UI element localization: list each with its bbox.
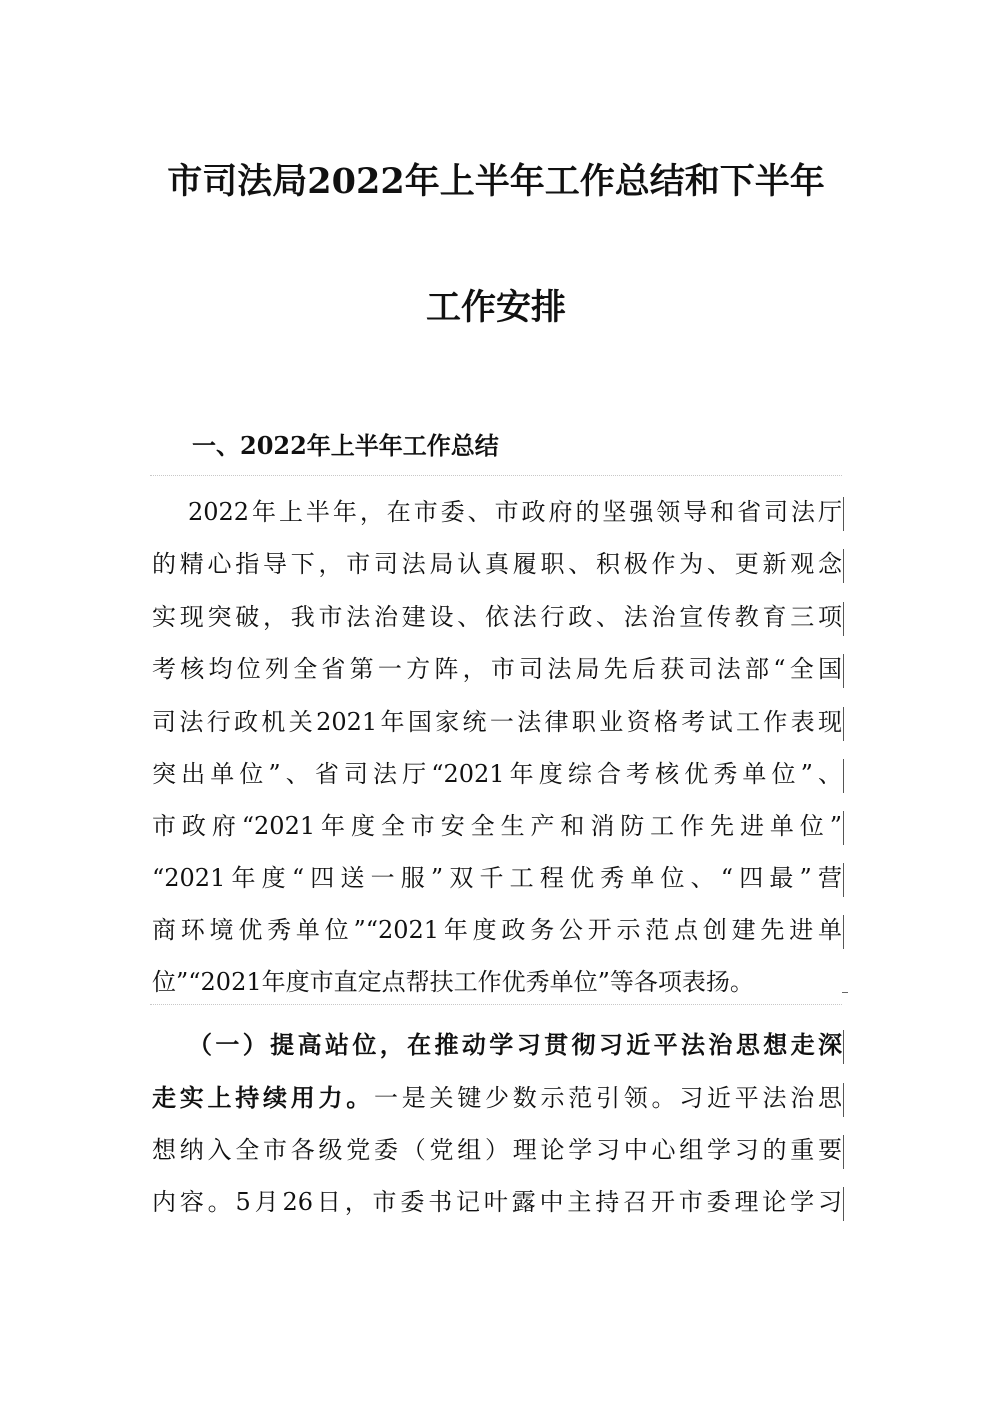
margin-bar [843, 707, 844, 741]
margin-bar [843, 497, 844, 531]
document-title-line-2: 工作安排 [425, 287, 566, 328]
paragraph-2-line-1 [188, 1030, 842, 1059]
margin-bar [843, 759, 844, 793]
margin-bar [843, 811, 844, 845]
margin-tick [842, 992, 848, 993]
margin-bar [843, 602, 844, 636]
paragraph-1-line-10: 位”“2021年度市直定点帮扶工作优秀单位”等各项表扬。 [152, 968, 754, 996]
paragraph-separator-rule [150, 1004, 842, 1005]
paragraph-1-line-8: “2021年度“四送一服”双千工程优秀单位、“四最”营 [152, 864, 842, 892]
margin-bar [843, 1187, 844, 1221]
paragraph-2-line-2-body: 一是关键少数示范引领。习近平法治思 [374, 1084, 842, 1112]
paragraph-1-line-3: 实现突破，我市法治建设、依法行政、法治宣传教育三项 [152, 603, 842, 631]
subsection-heading-part-1: （一）提高站位，在推动学习贯彻习近平法治思想走深 [188, 1030, 842, 1059]
margin-bar [843, 1135, 844, 1169]
paragraph-1-line-9: 商环境优秀单位”“2021年度政务公开示范点创建先进单 [152, 916, 842, 944]
paragraph-1-line-6: 突出单位”、省司法厅“2021年度综合考核优秀单位”、 [152, 760, 842, 788]
paragraph-1-line-5: 司法行政机关2021年国家统一法律职业资格考试工作表现 [152, 708, 842, 736]
margin-bar [843, 863, 844, 897]
document-title-line-1: 市司法局2022年上半年工作总结和下半年 [167, 161, 825, 202]
paragraph-1-line-1: 2022年上半年，在市委、市政府的坚强领导和省司法厅 [188, 498, 842, 526]
margin-bar [843, 1083, 844, 1117]
margin-bar [843, 915, 844, 949]
margin-bar [843, 1030, 844, 1064]
paragraph-1-line-2: 的精心指导下，市司法局认真履职、积极作为、更新观念 [152, 550, 842, 578]
paragraph-2-line-2 [152, 1083, 842, 1112]
paragraph-2-line-3: 想纳入全市各级党委（党组）理论学习中心组学习的重要 [152, 1136, 842, 1164]
subsection-heading-part-2: 走实上持续用力。 [152, 1083, 374, 1112]
section-heading: 一、2022年上半年工作总结 [192, 431, 499, 460]
paragraph-1-line-7: 市政府“2021年度全市安全生产和消防工作先进单位” [152, 812, 842, 840]
paragraph-top-rule [150, 475, 842, 476]
paragraph-2-line-4: 内容。5月26日，市委书记叶露中主持召开市委理论学习 [152, 1188, 842, 1216]
margin-bar [843, 549, 844, 583]
paragraph-1-line-4: 考核均位列全省第一方阵，市司法局先后获司法部“全国 [152, 655, 842, 683]
margin-bar [843, 654, 844, 688]
